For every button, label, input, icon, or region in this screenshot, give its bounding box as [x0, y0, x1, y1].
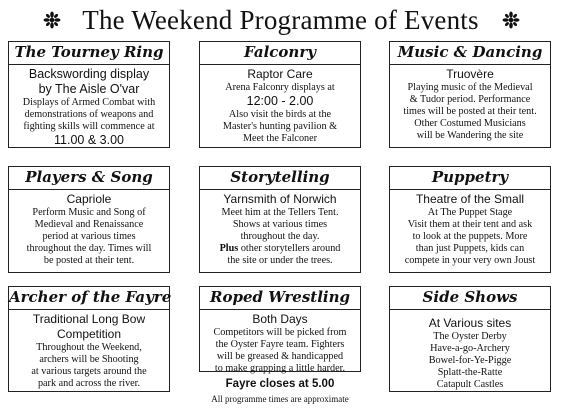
event-header: Side Shows [390, 287, 550, 310]
event-text: period at various times [42, 231, 136, 242]
event-time: 12:00 - 2.00 [246, 94, 314, 108]
event-text: than just Puppets, kids can [415, 243, 525, 254]
event-text: Catapult Castles [436, 379, 504, 390]
event-text: the site or under the trees. [227, 255, 333, 266]
event-text: Displays of Armed Combat with [22, 97, 156, 108]
event-text: Meet the Falconer [242, 133, 318, 144]
event-text [203, 243, 357, 255]
event-header: Archer of the Fayre [9, 287, 169, 310]
event-text: Playing music of the Medieval [407, 82, 533, 93]
page-header [0, 4, 561, 38]
event-headline: Raptor Care [247, 67, 313, 81]
event-headline: by The Aisle O'var [38, 82, 140, 96]
event-body [390, 310, 550, 391]
event-header: Falconry [200, 42, 360, 65]
event-body [200, 310, 360, 375]
event-text-inline: other storytellers around [238, 243, 341, 254]
event-text: Competitors will be picked from [213, 327, 347, 338]
event-text: park and across the river. [37, 378, 141, 389]
event-text: Bowel-for-Ye-Pigge [428, 355, 512, 366]
event-text: to look at the puppets. More [412, 231, 528, 242]
event-body [390, 190, 550, 267]
event-headline: Theatre of the Small [415, 192, 525, 206]
event-text: throughout the day. Times will [26, 243, 152, 254]
event-text: will be greased & handicapped [216, 351, 344, 362]
event-text: compete in your very own Joust [404, 255, 536, 266]
event-box-music-dancing [389, 41, 551, 148]
event-text: Arena Falconry displays at [225, 82, 335, 93]
event-body [9, 65, 169, 148]
page-title: The Weekend Programme of Events [82, 5, 479, 35]
event-text: be posted at their tent. [43, 255, 135, 266]
event-text: fighting skills will commence at [23, 121, 155, 132]
event-body [9, 190, 169, 267]
event-text: Medieval and Renaissance [34, 219, 144, 230]
event-text: Master's hunting pavilion & [222, 121, 338, 132]
event-header: Music & Dancing [390, 42, 550, 65]
plus-label: Plus [219, 243, 239, 254]
fleur-ornament-icon [502, 11, 520, 29]
fleur-ornament-icon [43, 11, 61, 29]
event-text: The Oyster Derby [433, 331, 507, 342]
event-box-players-song [8, 166, 170, 273]
event-text: At The Puppet Stage [427, 207, 513, 218]
event-body [9, 310, 169, 390]
event-box-puppetry [389, 166, 551, 273]
event-header: The Tourney Ring [9, 42, 169, 65]
event-text: Shows at various times [232, 219, 328, 230]
event-text: Meet him at the Tellers Tent. [221, 207, 339, 218]
event-text: the Oyster Fayre team. Fighters [215, 339, 345, 350]
event-text: at various targets around the [31, 366, 147, 377]
event-headline: Both Days [252, 312, 308, 326]
event-box-roped-wrestling [199, 286, 361, 372]
event-time: 11.00 & 3.00 [54, 133, 124, 147]
event-text: times will be posted at their tent. [403, 106, 537, 117]
event-text: Perform Music and Song of [32, 207, 146, 218]
event-headline: Truovère [446, 67, 494, 81]
event-text: will be Wandering the site [416, 130, 524, 141]
event-text: throughout the day. [240, 231, 320, 242]
event-headline: At Various sites [428, 316, 512, 330]
event-body [200, 65, 360, 145]
event-text: demonstrations of weapons and [24, 109, 154, 120]
event-header: Puppetry [390, 167, 550, 190]
event-text: & Tudor period. Performance [409, 94, 531, 105]
event-text: Have-a-go-Archery [430, 343, 510, 354]
event-body [200, 190, 360, 267]
event-box-storytelling [199, 166, 361, 273]
event-box-falconry [199, 41, 361, 148]
event-headline: Capriole [66, 192, 112, 206]
event-text: Splatt-the-Ratte [437, 367, 503, 378]
event-text: Other Costumed Musicians [414, 118, 526, 129]
event-text: Visit them at their tent and ask [407, 219, 533, 230]
event-text: Throughout the Weekend, [36, 342, 142, 353]
event-header: Roped Wrestling [200, 287, 360, 310]
event-box-side-shows [389, 286, 551, 392]
event-box-archer-of-the-fayre [8, 286, 170, 392]
event-box-tourney-ring [8, 41, 170, 148]
event-header: Storytelling [200, 167, 360, 190]
event-headline: Traditional Long Bow [32, 312, 146, 326]
approximate-times-note: All programme times are approximate [211, 394, 349, 404]
closing-time-note: Fayre closes at 5.00 [225, 378, 335, 390]
event-text: archers will be Shooting [39, 354, 139, 365]
event-body [390, 65, 550, 142]
event-text: Also visit the birds at the [228, 109, 332, 120]
event-text: to make grapping a little harder. [214, 363, 346, 374]
event-headline: Competition [56, 327, 122, 341]
event-header: Players & Song [9, 167, 169, 190]
event-headline: Backswording display [28, 67, 150, 81]
event-headline: Yarnsmith of Norwich [223, 192, 337, 206]
